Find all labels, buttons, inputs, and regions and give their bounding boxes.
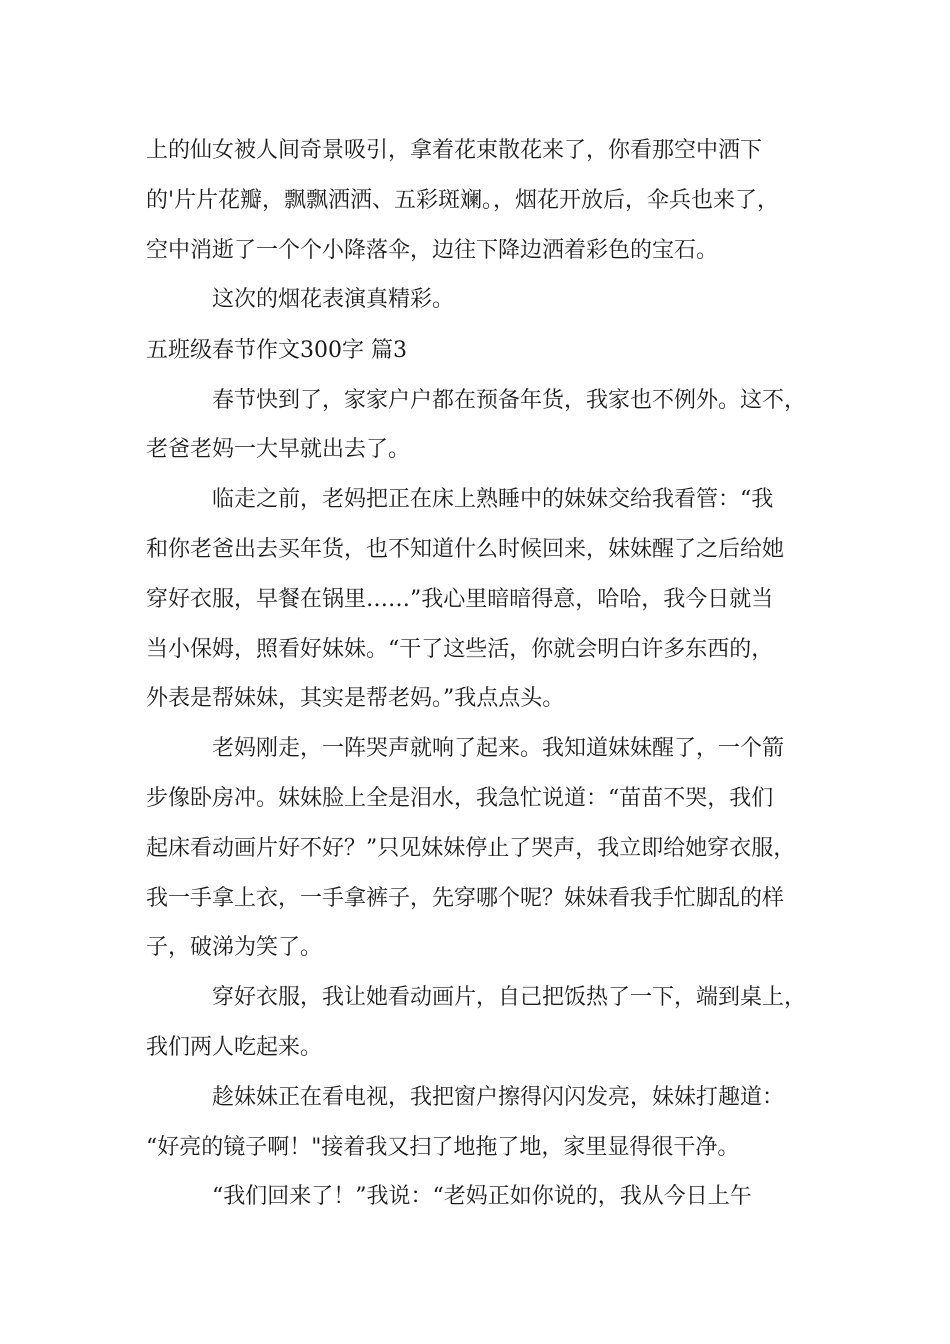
section-heading: 五班级春节作文300字 篇3	[146, 338, 407, 363]
text-line: 我一手拿上衣，一手拿裤子，先穿哪个呢？妹妹看我手忙脚乱的样	[146, 886, 785, 911]
text-line: 穿好衣服，早餐在锅里……”我心里暗暗得意，哈哈，我今日就当	[146, 587, 774, 612]
text-line: 春节快到了，家家户户都在预备年货，我家也不例外。这不，	[212, 388, 807, 413]
text-line: 穿好衣服，我让她看动画片，自己把饭热了一下，端到桌上，	[212, 985, 807, 1010]
text-line: 老爸老妈一大早就出去了。	[146, 437, 411, 462]
text-line: 空中消逝了一个个小降落伞，边往下降边洒着彩色的宝石。	[146, 238, 719, 263]
text-line: 老妈刚走，一阵哭声就响了起来。我知道妹妹醒了，一个箭	[212, 736, 785, 761]
text-line: 我们两人吃起来。	[146, 1035, 323, 1060]
text-line: 子，破涕为笑了。	[146, 935, 323, 960]
text-line: 临走之前，老妈把正在床上熟睡中的妹妹交给我看管：“我	[212, 487, 774, 512]
text-line: 当小保姆，照看好妹妹。“干了这些活，你就会明白许多东西的，	[146, 637, 774, 662]
text-line: 步像卧房冲。妹妹脸上全是泪水，我急忙说道：“苗苗不哭，我们	[146, 786, 774, 811]
text-line: 外表是帮妹妹，其实是帮老妈。”我点点头。	[146, 686, 565, 711]
text-line: 和你老爸出去买年货，也不知道什么时候回来，妹妹醒了之后给她	[146, 537, 785, 562]
text-line: “我们回来了！”我说：“老妈正如你说的，我从今日上午	[212, 1184, 752, 1209]
text-line: 的'片片花瓣，飘飘洒洒、五彩斑斓。，烟花开放后，伞兵也来了，	[146, 188, 780, 213]
text-line: 上的仙女被人间奇景吸引，拿着花束散花来了，你看那空中洒下	[146, 138, 763, 163]
text-line: 趁妹妹正在看电视，我把窗户擦得闪闪发亮，妹妹打趣道：	[212, 1085, 785, 1110]
text-line: 起床看动画片好不好？”只见妹妹停止了哭声，我立即给她穿衣服，	[146, 836, 796, 861]
text-line: “好亮的镜子啊！"接着我又扫了地拖了地，家里显得很干净。	[146, 1135, 740, 1160]
text-line: 这次的烟花表演真精彩。	[212, 287, 455, 312]
